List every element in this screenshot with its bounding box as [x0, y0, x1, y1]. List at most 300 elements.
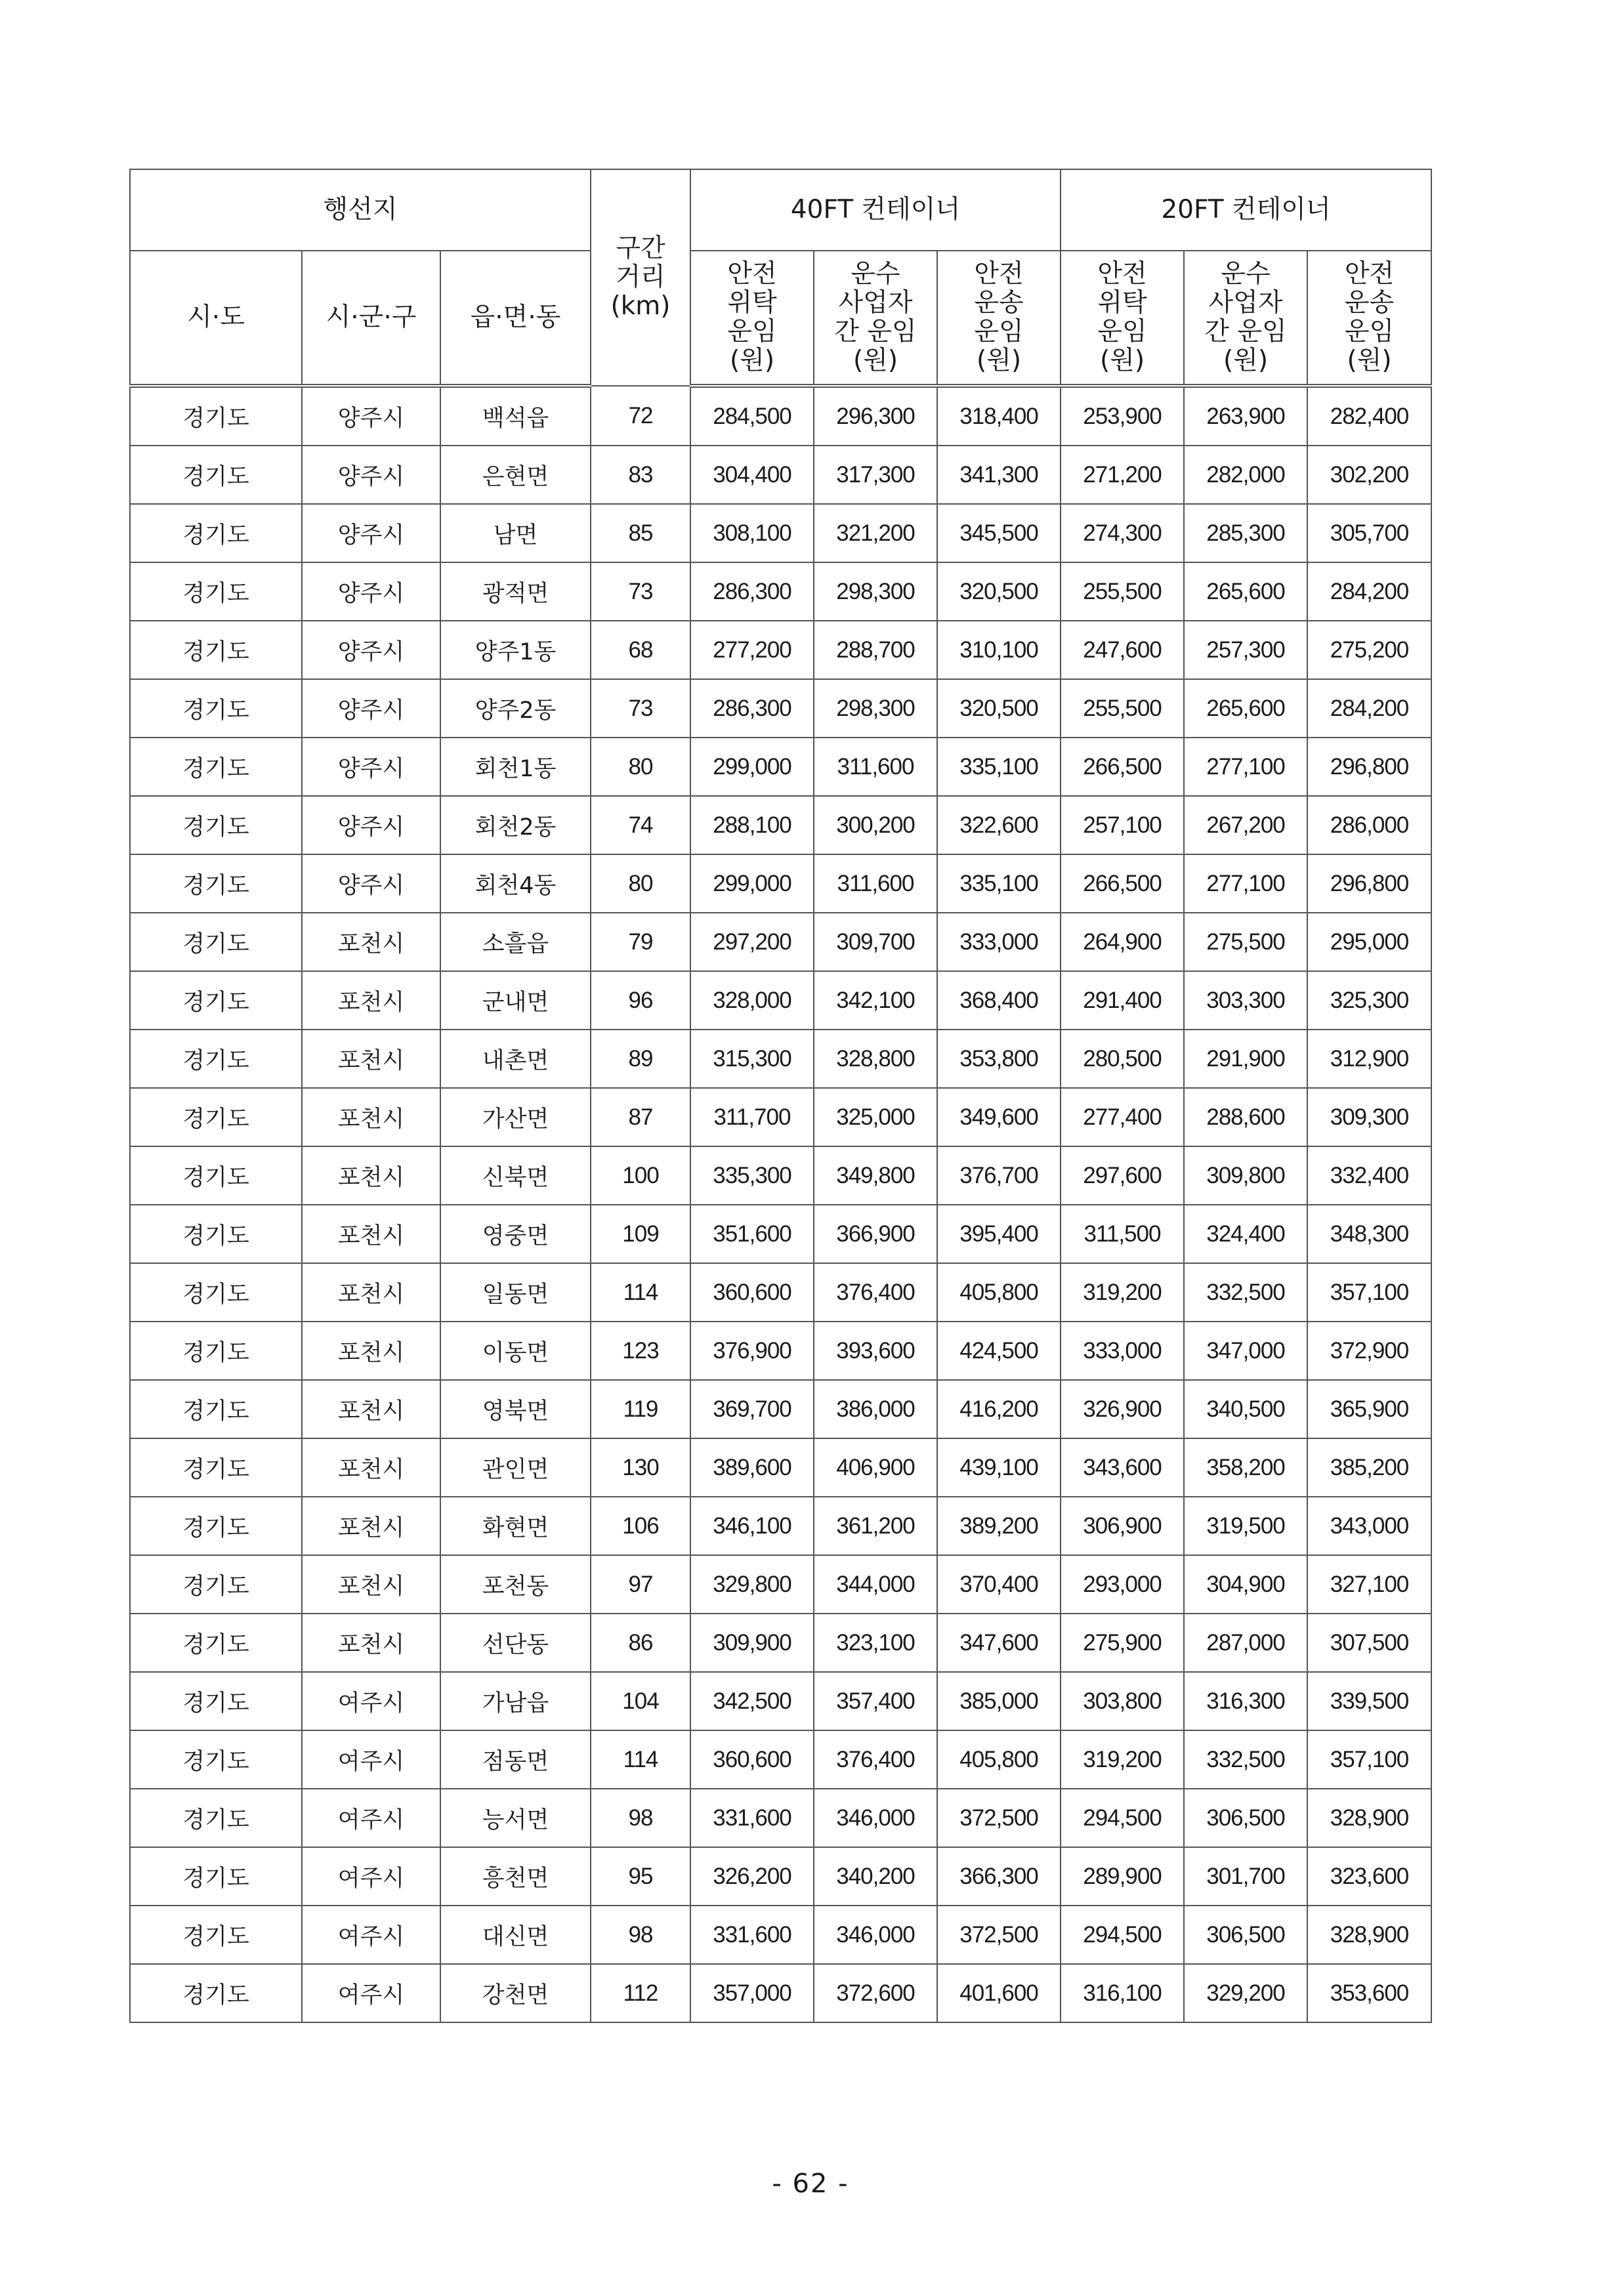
eupmyeondong-cell: 대신면 [440, 1906, 591, 1964]
distance-cell: 109 [591, 1205, 690, 1263]
sigungu-cell: 포천시 [302, 1555, 440, 1614]
carrier-between-20ft-cell: 267,200 [1184, 796, 1307, 854]
safe-transport-40ft-cell: 395,400 [937, 1205, 1061, 1263]
safe-consign-40ft-cell: 335,300 [690, 1146, 814, 1205]
safe-transport-40ft-cell: 318,400 [937, 386, 1061, 446]
safe-consign-20ft-cell: 343,600 [1061, 1438, 1184, 1497]
sido-cell: 경기도 [130, 971, 302, 1030]
safe-consign-40ft-cell: 351,600 [690, 1205, 814, 1263]
table-row [130, 1380, 1431, 1438]
sido-cell: 경기도 [130, 1555, 302, 1614]
eupmyeondong-cell: 능서면 [440, 1789, 591, 1847]
safe-transport-40ft-cell: 310,100 [937, 621, 1061, 679]
safe-transport-40ft-cell: 335,100 [937, 738, 1061, 796]
safe-consign-40ft-cell: 369,700 [690, 1380, 814, 1438]
safe-transport-20ft-cell: 325,300 [1307, 971, 1431, 1030]
safe-consign-20ft-cell: 306,900 [1061, 1497, 1184, 1555]
eupmyeondong-cell: 강천면 [440, 1964, 591, 2022]
sido-cell: 경기도 [130, 1906, 302, 1964]
distance-cell: 83 [591, 446, 690, 504]
safe-consign-40ft-cell: 346,100 [690, 1497, 814, 1555]
safe-transport-40ft-cell: 385,000 [937, 1672, 1061, 1730]
safe-transport-20ft-cell: 296,800 [1307, 738, 1431, 796]
safe-consign-40ft-cell: 315,300 [690, 1030, 814, 1088]
table-row [130, 913, 1431, 971]
carrier-between-40ft-cell: 346,000 [814, 1789, 937, 1847]
safe-consign-20ft-cell: 319,200 [1061, 1730, 1184, 1789]
sigungu-cell: 포천시 [302, 971, 440, 1030]
table-row [130, 386, 1431, 446]
eupmyeondong-cell: 흥천면 [440, 1847, 591, 1906]
safe-transport-20ft-cell: 339,500 [1307, 1672, 1431, 1730]
safe-transport-20ft-cell: 286,000 [1307, 796, 1431, 854]
page-number: - 62 - [772, 2169, 849, 2199]
safe-transport-40ft-cell: 376,700 [937, 1146, 1061, 1205]
safe-transport-40ft-cell: 370,400 [937, 1555, 1061, 1614]
safe-transport-20ft-cell: 357,100 [1307, 1263, 1431, 1322]
sido-cell: 경기도 [130, 913, 302, 971]
sigungu-cell: 포천시 [302, 1205, 440, 1263]
distance-cell: 79 [591, 913, 690, 971]
table-row [130, 1438, 1431, 1497]
eupmyeondong-cell: 회천1동 [440, 738, 591, 796]
safe-consign-20ft-cell: 255,500 [1061, 562, 1184, 621]
safe-transport-40ft-cell: 353,800 [937, 1030, 1061, 1088]
safe-consign-40ft-header: 안전 위탁 운임 (원) [690, 251, 814, 386]
table-row [130, 1088, 1431, 1146]
sido-cell: 경기도 [130, 1614, 302, 1672]
carrier-between-40ft-cell: 376,400 [814, 1730, 937, 1789]
carrier-between-40ft-cell: 325,000 [814, 1088, 937, 1146]
sigungu-cell: 포천시 [302, 913, 440, 971]
safe-consign-40ft-cell: 277,200 [690, 621, 814, 679]
safe-transport-40ft-cell: 366,300 [937, 1847, 1061, 1906]
safe-consign-40ft-cell: 288,100 [690, 796, 814, 854]
eupmyeondong-cell: 양주1동 [440, 621, 591, 679]
safe-transport-40ft-cell: 341,300 [937, 446, 1061, 504]
safe-transport-40ft-cell: 416,200 [937, 1380, 1061, 1438]
safe-consign-40ft-cell: 308,100 [690, 504, 814, 562]
carrier-between-40ft-cell: 323,100 [814, 1614, 937, 1672]
safe-transport-40ft-cell: 401,600 [937, 1964, 1061, 2022]
safe-transport-20ft-header: 안전 운송 운임 (원) [1307, 251, 1431, 386]
eupmyeondong-cell: 군내면 [440, 971, 591, 1030]
sigungu-cell: 양주시 [302, 854, 440, 913]
sido-header: 시·도 [130, 251, 302, 386]
distance-header: 구간 거리 (km) [591, 169, 690, 386]
safe-transport-40ft-cell: 389,200 [937, 1497, 1061, 1555]
sigungu-cell: 포천시 [302, 1030, 440, 1088]
distance-cell: 104 [591, 1672, 690, 1730]
safe-consign-20ft-cell: 271,200 [1061, 446, 1184, 504]
distance-cell: 114 [591, 1263, 690, 1322]
carrier-between-20ft-cell: 287,000 [1184, 1614, 1307, 1672]
safe-transport-20ft-cell: 305,700 [1307, 504, 1431, 562]
sido-cell: 경기도 [130, 504, 302, 562]
distance-cell: 114 [591, 1730, 690, 1789]
safe-consign-40ft-cell: 299,000 [690, 854, 814, 913]
sigungu-cell: 여주시 [302, 1672, 440, 1730]
sido-cell: 경기도 [130, 446, 302, 504]
eupmyeondong-cell: 소흘읍 [440, 913, 591, 971]
carrier-between-20ft-cell: 265,600 [1184, 679, 1307, 738]
eupmyeondong-cell: 영북면 [440, 1380, 591, 1438]
safe-consign-40ft-cell: 360,600 [690, 1730, 814, 1789]
distance-cell: 119 [591, 1380, 690, 1438]
carrier-between-40ft-cell: 372,600 [814, 1964, 937, 2022]
distance-cell: 98 [591, 1789, 690, 1847]
safe-consign-40ft-cell: 376,900 [690, 1322, 814, 1380]
sigungu-cell: 여주시 [302, 1789, 440, 1847]
destination-header: 행선지 [130, 169, 591, 251]
distance-cell: 89 [591, 1030, 690, 1088]
safe-consign-20ft-cell: 277,400 [1061, 1088, 1184, 1146]
container-40ft-header: 40FT 컨테이너 [690, 169, 1061, 251]
carrier-between-40ft-cell: 344,000 [814, 1555, 937, 1614]
distance-cell: 130 [591, 1438, 690, 1497]
eupmyeondong-cell: 관인면 [440, 1438, 591, 1497]
carrier-between-40ft-cell: 328,800 [814, 1030, 937, 1088]
safe-consign-20ft-cell: 247,600 [1061, 621, 1184, 679]
sido-cell: 경기도 [130, 1730, 302, 1789]
carrier-between-40ft-cell: 376,400 [814, 1263, 937, 1322]
carrier-between-20ft-cell: 303,300 [1184, 971, 1307, 1030]
table-row [130, 1964, 1431, 2022]
safe-consign-40ft-cell: 360,600 [690, 1263, 814, 1322]
carrier-between-20ft-cell: 304,900 [1184, 1555, 1307, 1614]
safe-consign-20ft-cell: 326,900 [1061, 1380, 1184, 1438]
sido-cell: 경기도 [130, 1205, 302, 1263]
safe-consign-40ft-cell: 284,500 [690, 386, 814, 446]
eupmyeondong-cell: 화현면 [440, 1497, 591, 1555]
sido-cell: 경기도 [130, 386, 302, 446]
distance-cell: 123 [591, 1322, 690, 1380]
safe-consign-40ft-cell: 357,000 [690, 1964, 814, 2022]
safe-consign-40ft-cell: 309,900 [690, 1614, 814, 1672]
safe-consign-40ft-cell: 297,200 [690, 913, 814, 971]
carrier-between-40ft-cell: 349,800 [814, 1146, 937, 1205]
sigungu-cell: 양주시 [302, 562, 440, 621]
carrier-between-40ft-cell: 298,300 [814, 562, 937, 621]
safe-transport-20ft-cell: 275,200 [1307, 621, 1431, 679]
safe-consign-20ft-cell: 280,500 [1061, 1030, 1184, 1088]
carrier-between-40ft-cell: 361,200 [814, 1497, 937, 1555]
safe-consign-20ft-cell: 294,500 [1061, 1906, 1184, 1964]
distance-cell: 73 [591, 562, 690, 621]
distance-cell: 106 [591, 1497, 690, 1555]
safe-transport-20ft-cell: 328,900 [1307, 1906, 1431, 1964]
sigungu-cell: 여주시 [302, 1964, 440, 2022]
table-row [130, 971, 1431, 1030]
sido-cell: 경기도 [130, 1322, 302, 1380]
sigungu-cell: 포천시 [302, 1322, 440, 1380]
safe-consign-20ft-cell: 294,500 [1061, 1789, 1184, 1847]
table-row [130, 738, 1431, 796]
sigungu-cell: 포천시 [302, 1380, 440, 1438]
safe-transport-20ft-cell: 353,600 [1307, 1964, 1431, 2022]
container-20ft-header: 20FT 컨테이너 [1061, 169, 1431, 251]
carrier-between-20ft-cell: 263,900 [1184, 386, 1307, 446]
eupmyeondong-cell: 점동면 [440, 1730, 591, 1789]
table-row [130, 796, 1431, 854]
sido-cell: 경기도 [130, 1497, 302, 1555]
sigungu-cell: 양주시 [302, 796, 440, 854]
safe-transport-20ft-cell: 328,900 [1307, 1789, 1431, 1847]
sido-cell: 경기도 [130, 1088, 302, 1146]
safe-consign-40ft-cell: 299,000 [690, 738, 814, 796]
carrier-between-40ft-cell: 298,300 [814, 679, 937, 738]
eupmyeondong-cell: 이동면 [440, 1322, 591, 1380]
sigungu-cell: 양주시 [302, 738, 440, 796]
table-row [130, 1555, 1431, 1614]
safe-transport-20ft-cell: 385,200 [1307, 1438, 1431, 1497]
carrier-between-20ft-cell: 319,500 [1184, 1497, 1307, 1555]
table-row [130, 504, 1431, 562]
header-row-top [130, 169, 1431, 251]
table-row [130, 1497, 1431, 1555]
safe-transport-20ft-cell: 372,900 [1307, 1322, 1431, 1380]
safe-consign-40ft-cell: 311,700 [690, 1088, 814, 1146]
sigungu-cell: 포천시 [302, 1088, 440, 1146]
table-row [130, 1614, 1431, 1672]
distance-cell: 97 [591, 1555, 690, 1614]
sido-cell: 경기도 [130, 562, 302, 621]
safe-consign-20ft-cell: 293,000 [1061, 1555, 1184, 1614]
sido-cell: 경기도 [130, 679, 302, 738]
safe-consign-40ft-cell: 331,600 [690, 1789, 814, 1847]
safe-consign-20ft-cell: 266,500 [1061, 854, 1184, 913]
table-row [130, 1847, 1431, 1906]
safe-transport-40ft-cell: 439,100 [937, 1438, 1061, 1497]
distance-cell: 68 [591, 621, 690, 679]
header-row-sub [130, 251, 1431, 386]
sido-cell: 경기도 [130, 1146, 302, 1205]
carrier-between-20ft-cell: 277,100 [1184, 738, 1307, 796]
safe-consign-20ft-cell: 257,100 [1061, 796, 1184, 854]
sido-cell: 경기도 [130, 854, 302, 913]
safe-transport-40ft-cell: 335,100 [937, 854, 1061, 913]
eupmyeondong-cell: 선단동 [440, 1614, 591, 1672]
sido-cell: 경기도 [130, 1847, 302, 1906]
carrier-between-40ft-cell: 317,300 [814, 446, 937, 504]
eupmyeondong-cell: 은현면 [440, 446, 591, 504]
sigungu-cell: 양주시 [302, 679, 440, 738]
sigungu-cell: 여주시 [302, 1906, 440, 1964]
safe-transport-20ft-cell: 295,000 [1307, 913, 1431, 971]
safe-transport-20ft-cell: 343,000 [1307, 1497, 1431, 1555]
carrier-between-40ft-cell: 321,200 [814, 504, 937, 562]
carrier-between-20ft-cell: 282,000 [1184, 446, 1307, 504]
sigungu-cell: 포천시 [302, 1146, 440, 1205]
eupmyeondong-cell: 신북면 [440, 1146, 591, 1205]
sido-cell: 경기도 [130, 1672, 302, 1730]
sigungu-cell: 양주시 [302, 621, 440, 679]
safe-transport-40ft-cell: 372,500 [937, 1789, 1061, 1847]
carrier-between-20ft-cell: 265,600 [1184, 562, 1307, 621]
distance-cell: 73 [591, 679, 690, 738]
carrier-between-40ft-cell: 300,200 [814, 796, 937, 854]
distance-cell: 85 [591, 504, 690, 562]
carrier-between-20ft-cell: 332,500 [1184, 1730, 1307, 1789]
carrier-between-20ft-header: 운수 사업자 간 운임 (원) [1184, 251, 1307, 386]
eupmyeondong-cell: 영중면 [440, 1205, 591, 1263]
carrier-between-40ft-cell: 406,900 [814, 1438, 937, 1497]
carrier-between-40ft-cell: 288,700 [814, 621, 937, 679]
safe-transport-20ft-cell: 307,500 [1307, 1614, 1431, 1672]
table-row [130, 446, 1431, 504]
carrier-between-40ft-cell: 386,000 [814, 1380, 937, 1438]
eupmyeondong-cell: 가산면 [440, 1088, 591, 1146]
safe-transport-40ft-cell: 333,000 [937, 913, 1061, 971]
table-row [130, 1030, 1431, 1088]
distance-cell: 112 [591, 1964, 690, 2022]
carrier-between-40ft-cell: 366,900 [814, 1205, 937, 1263]
safe-consign-20ft-cell: 274,300 [1061, 504, 1184, 562]
sigungu-cell: 양주시 [302, 504, 440, 562]
freight-rate-table [129, 169, 1432, 2023]
table-row [130, 1730, 1431, 1789]
safe-transport-20ft-cell: 302,200 [1307, 446, 1431, 504]
eupmyeondong-cell: 회천2동 [440, 796, 591, 854]
distance-cell: 87 [591, 1088, 690, 1146]
sigungu-cell: 포천시 [302, 1497, 440, 1555]
safe-transport-40ft-cell: 405,800 [937, 1730, 1061, 1789]
eupmyeondong-cell: 광적면 [440, 562, 591, 621]
distance-cell: 72 [591, 386, 690, 446]
sido-cell: 경기도 [130, 1438, 302, 1497]
safe-transport-20ft-cell: 282,400 [1307, 386, 1431, 446]
eupmyeondong-cell: 가남읍 [440, 1672, 591, 1730]
eupmyeondong-cell: 양주2동 [440, 679, 591, 738]
safe-consign-40ft-cell: 328,000 [690, 971, 814, 1030]
carrier-between-40ft-cell: 342,100 [814, 971, 937, 1030]
safe-transport-20ft-cell: 296,800 [1307, 854, 1431, 913]
distance-cell: 86 [591, 1614, 690, 1672]
sigungu-cell: 양주시 [302, 446, 440, 504]
sigungu-header: 시·군·구 [302, 251, 440, 386]
eupmyeondong-cell: 백석읍 [440, 386, 591, 446]
carrier-between-20ft-cell: 332,500 [1184, 1263, 1307, 1322]
safe-consign-20ft-cell: 289,900 [1061, 1847, 1184, 1906]
carrier-between-20ft-cell: 309,800 [1184, 1146, 1307, 1205]
safe-consign-20ft-cell: 255,500 [1061, 679, 1184, 738]
carrier-between-20ft-cell: 288,600 [1184, 1088, 1307, 1146]
safe-consign-20ft-cell: 275,900 [1061, 1614, 1184, 1672]
safe-transport-20ft-cell: 312,900 [1307, 1030, 1431, 1088]
safe-consign-20ft-cell: 266,500 [1061, 738, 1184, 796]
safe-transport-40ft-cell: 368,400 [937, 971, 1061, 1030]
table-header [130, 169, 1431, 386]
safe-transport-20ft-cell: 357,100 [1307, 1730, 1431, 1789]
carrier-between-20ft-cell: 306,500 [1184, 1906, 1307, 1964]
sigungu-cell: 포천시 [302, 1614, 440, 1672]
safe-consign-20ft-header: 안전 위탁 운임 (원) [1061, 251, 1184, 386]
safe-consign-40ft-cell: 286,300 [690, 562, 814, 621]
safe-consign-40ft-cell: 286,300 [690, 679, 814, 738]
safe-transport-40ft-cell: 372,500 [937, 1906, 1061, 1964]
eupmyeondong-cell: 회천4동 [440, 854, 591, 913]
safe-transport-40ft-header: 안전 운송 운임 (원) [937, 251, 1061, 386]
carrier-between-20ft-cell: 275,500 [1184, 913, 1307, 971]
eupmyeondong-cell: 남면 [440, 504, 591, 562]
table-row [130, 1789, 1431, 1847]
eupmyeondong-cell: 내촌면 [440, 1030, 591, 1088]
sido-cell: 경기도 [130, 1964, 302, 2022]
table-row [130, 1263, 1431, 1322]
table-row [130, 1906, 1431, 1964]
carrier-between-20ft-cell: 277,100 [1184, 854, 1307, 913]
safe-consign-20ft-cell: 333,000 [1061, 1322, 1184, 1380]
carrier-between-20ft-cell: 316,300 [1184, 1672, 1307, 1730]
sido-cell: 경기도 [130, 738, 302, 796]
carrier-between-40ft-cell: 296,300 [814, 386, 937, 446]
table-row [130, 1146, 1431, 1205]
carrier-between-20ft-cell: 257,300 [1184, 621, 1307, 679]
safe-transport-40ft-cell: 345,500 [937, 504, 1061, 562]
safe-transport-40ft-cell: 320,500 [937, 562, 1061, 621]
safe-consign-20ft-cell: 316,100 [1061, 1964, 1184, 2022]
eupmyeondong-cell: 일동면 [440, 1263, 591, 1322]
sido-cell: 경기도 [130, 1380, 302, 1438]
table-row [130, 1205, 1431, 1263]
safe-consign-40ft-cell: 389,600 [690, 1438, 814, 1497]
safe-transport-40ft-cell: 424,500 [937, 1322, 1061, 1380]
sigungu-cell: 양주시 [302, 386, 440, 446]
eupmyeondong-header: 읍·면·동 [440, 251, 591, 386]
sigungu-cell: 여주시 [302, 1730, 440, 1789]
sido-cell: 경기도 [130, 796, 302, 854]
distance-cell: 80 [591, 738, 690, 796]
carrier-between-20ft-cell: 291,900 [1184, 1030, 1307, 1088]
distance-cell: 98 [591, 1906, 690, 1964]
safe-consign-20ft-cell: 291,400 [1061, 971, 1184, 1030]
carrier-between-40ft-cell: 393,600 [814, 1322, 937, 1380]
safe-transport-40ft-cell: 349,600 [937, 1088, 1061, 1146]
safe-transport-40ft-cell: 320,500 [937, 679, 1061, 738]
distance-cell: 100 [591, 1146, 690, 1205]
carrier-between-20ft-cell: 306,500 [1184, 1789, 1307, 1847]
sigungu-cell: 포천시 [302, 1263, 440, 1322]
table-row [130, 621, 1431, 679]
distance-cell: 95 [591, 1847, 690, 1906]
safe-transport-20ft-cell: 332,400 [1307, 1146, 1431, 1205]
safe-transport-40ft-cell: 347,600 [937, 1614, 1061, 1672]
safe-consign-40ft-cell: 326,200 [690, 1847, 814, 1906]
carrier-between-20ft-cell: 347,000 [1184, 1322, 1307, 1380]
table-row [130, 679, 1431, 738]
carrier-between-20ft-cell: 285,300 [1184, 504, 1307, 562]
safe-consign-20ft-cell: 253,900 [1061, 386, 1184, 446]
carrier-between-40ft-cell: 357,400 [814, 1672, 937, 1730]
carrier-between-40ft-cell: 311,600 [814, 854, 937, 913]
carrier-between-40ft-cell: 346,000 [814, 1906, 937, 1964]
carrier-between-20ft-cell: 301,700 [1184, 1847, 1307, 1906]
carrier-between-40ft-cell: 340,200 [814, 1847, 937, 1906]
table-row [130, 562, 1431, 621]
distance-cell: 96 [591, 971, 690, 1030]
distance-cell: 74 [591, 796, 690, 854]
safe-transport-20ft-cell: 348,300 [1307, 1205, 1431, 1263]
safe-consign-40ft-cell: 304,400 [690, 446, 814, 504]
safe-consign-20ft-cell: 319,200 [1061, 1263, 1184, 1322]
carrier-between-20ft-cell: 340,500 [1184, 1380, 1307, 1438]
safe-transport-20ft-cell: 323,600 [1307, 1847, 1431, 1906]
safe-consign-20ft-cell: 311,500 [1061, 1205, 1184, 1263]
safe-consign-40ft-cell: 342,500 [690, 1672, 814, 1730]
carrier-between-40ft-cell: 311,600 [814, 738, 937, 796]
sido-cell: 경기도 [130, 1030, 302, 1088]
safe-transport-20ft-cell: 284,200 [1307, 562, 1431, 621]
